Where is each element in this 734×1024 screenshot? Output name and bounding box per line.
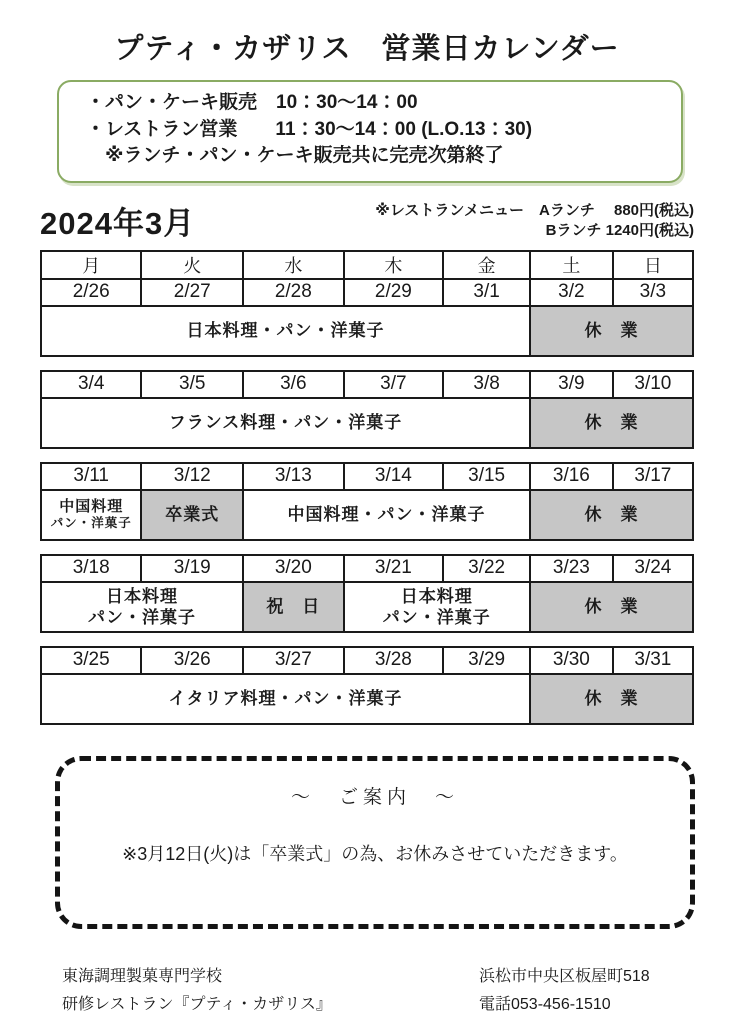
hours-line-soldout-note: ※ランチ・パン・ケーキ販売共に完売次第終了 <box>86 145 504 167</box>
date-cell: 3/31 <box>613 647 693 674</box>
month-heading: 2024年3月 <box>40 205 196 241</box>
date-cell: 3/16 <box>530 463 613 490</box>
service-cell <box>41 490 141 540</box>
day-header-cell: 月 <box>41 251 141 279</box>
date-cell: 3/3 <box>613 279 693 306</box>
closed-cell <box>530 398 693 448</box>
cell-line: 中国料理・パン・洋菓子 <box>287 505 486 525</box>
page-title: プティ・カザリス 営業日カレンダー <box>114 33 620 65</box>
date-cell: 3/15 <box>443 463 530 490</box>
cell-line: 卒業式 <box>165 505 220 525</box>
date-cell: 3/27 <box>243 647 343 674</box>
day-header-cell: 木 <box>344 251 444 279</box>
date-cell: 2/27 <box>141 279 243 306</box>
date-cell: 3/5 <box>141 371 243 398</box>
date-cell: 3/2 <box>530 279 613 306</box>
week-table <box>40 646 694 725</box>
day-header-cell: 土 <box>530 251 613 279</box>
cell-line: 休 業 <box>584 689 639 709</box>
date-cell: 3/22 <box>443 555 530 582</box>
closed-cell <box>141 490 243 540</box>
phone: 電話053-456-1510 <box>479 995 611 1013</box>
cell-line: 休 業 <box>584 413 639 433</box>
date-cell: 3/14 <box>344 463 444 490</box>
week-table <box>40 462 694 541</box>
day-header-cell: 火 <box>141 251 243 279</box>
date-cell: 3/9 <box>530 371 613 398</box>
cell-line: 休 業 <box>584 321 639 341</box>
school-name: 東海調理製菓専門学校 <box>62 967 223 985</box>
date-cell: 3/21 <box>344 555 444 582</box>
hours-info-box <box>57 80 683 183</box>
footer-left <box>40 963 332 1019</box>
notice-body: ※3月12日(火)は「卒業式」の為、お休みさせていただきます。 <box>122 843 628 864</box>
menu-note-lunch-a: ※レストランメニュー Aランチ 880円(税込) <box>375 201 694 219</box>
cell-line: イタリア料理・パン・洋菓子 <box>168 689 403 709</box>
notice-title: ～ ご案内 ～ <box>290 786 459 808</box>
date-cell: 3/24 <box>613 555 693 582</box>
cell-line: 日本料理 <box>400 586 473 606</box>
closed-cell <box>530 582 693 632</box>
date-cell: 3/19 <box>141 555 243 582</box>
date-cell: 3/12 <box>141 463 243 490</box>
cell-line: パン・洋菓子 <box>50 516 132 531</box>
date-cell: 3/18 <box>41 555 141 582</box>
date-cell: 3/6 <box>243 371 343 398</box>
date-cell: 2/28 <box>243 279 343 306</box>
service-cell <box>344 582 530 632</box>
service-cell <box>41 398 530 448</box>
service-cell <box>41 674 530 724</box>
cell-line: 休 業 <box>584 597 639 617</box>
menu-note-lunch-b: Bランチ 1240円(税込) <box>545 222 694 240</box>
service-cell <box>41 582 243 632</box>
cell-line: 日本料理・パン・洋菓子 <box>186 321 385 341</box>
date-cell: 3/23 <box>530 555 613 582</box>
date-cell: 3/1 <box>443 279 530 306</box>
notice-box <box>55 756 695 929</box>
hours-line-bakery: ・パン・ケーキ販売 10：30～14：00 <box>86 92 418 113</box>
date-cell: 3/30 <box>530 647 613 674</box>
footer <box>40 963 694 1019</box>
cell-line: 祝 日 <box>266 597 321 617</box>
date-cell: 3/28 <box>344 647 444 674</box>
week-table <box>40 554 694 633</box>
date-cell: 2/29 <box>344 279 444 306</box>
footer-right <box>479 963 694 1019</box>
date-cell: 3/8 <box>443 371 530 398</box>
date-cell: 3/4 <box>41 371 141 398</box>
closed-cell <box>530 306 693 356</box>
cell-line: パン・洋菓子 <box>382 607 491 627</box>
date-cell: 2/26 <box>41 279 141 306</box>
closed-cell <box>530 674 693 724</box>
day-header-cell: 水 <box>243 251 343 279</box>
menu-note <box>375 198 694 242</box>
cell-line: 休 業 <box>584 505 639 525</box>
month-row <box>40 198 694 243</box>
date-cell: 3/7 <box>344 371 444 398</box>
date-cell: 3/25 <box>41 647 141 674</box>
date-cell: 3/20 <box>243 555 343 582</box>
address: 浜松市中央区板屋町518 <box>479 967 650 985</box>
day-header-cell: 日 <box>613 251 693 279</box>
restaurant-name: 研修レストラン『プティ・カザリス』 <box>62 995 332 1013</box>
date-cell: 3/13 <box>243 463 343 490</box>
date-cell: 3/29 <box>443 647 530 674</box>
hours-line-restaurant: ・レストラン営業 11：30～14：00 (L.O.13：30) <box>86 118 533 140</box>
service-cell <box>41 306 530 356</box>
calendar <box>40 250 694 725</box>
day-header-cell: 金 <box>443 251 530 279</box>
date-cell: 3/17 <box>613 463 693 490</box>
closed-cell <box>243 582 343 632</box>
date-cell: 3/10 <box>613 371 693 398</box>
date-cell: 3/11 <box>41 463 141 490</box>
week-table <box>40 250 694 357</box>
week-table <box>40 370 694 449</box>
cell-line: 日本料理 <box>106 586 179 606</box>
date-cell: 3/26 <box>141 647 243 674</box>
cell-line: フランス料理・パン・洋菓子 <box>168 413 403 433</box>
cell-line: 中国料理 <box>59 497 124 515</box>
service-cell <box>243 490 530 540</box>
closed-cell <box>530 490 693 540</box>
cell-line: パン・洋菓子 <box>88 607 197 627</box>
